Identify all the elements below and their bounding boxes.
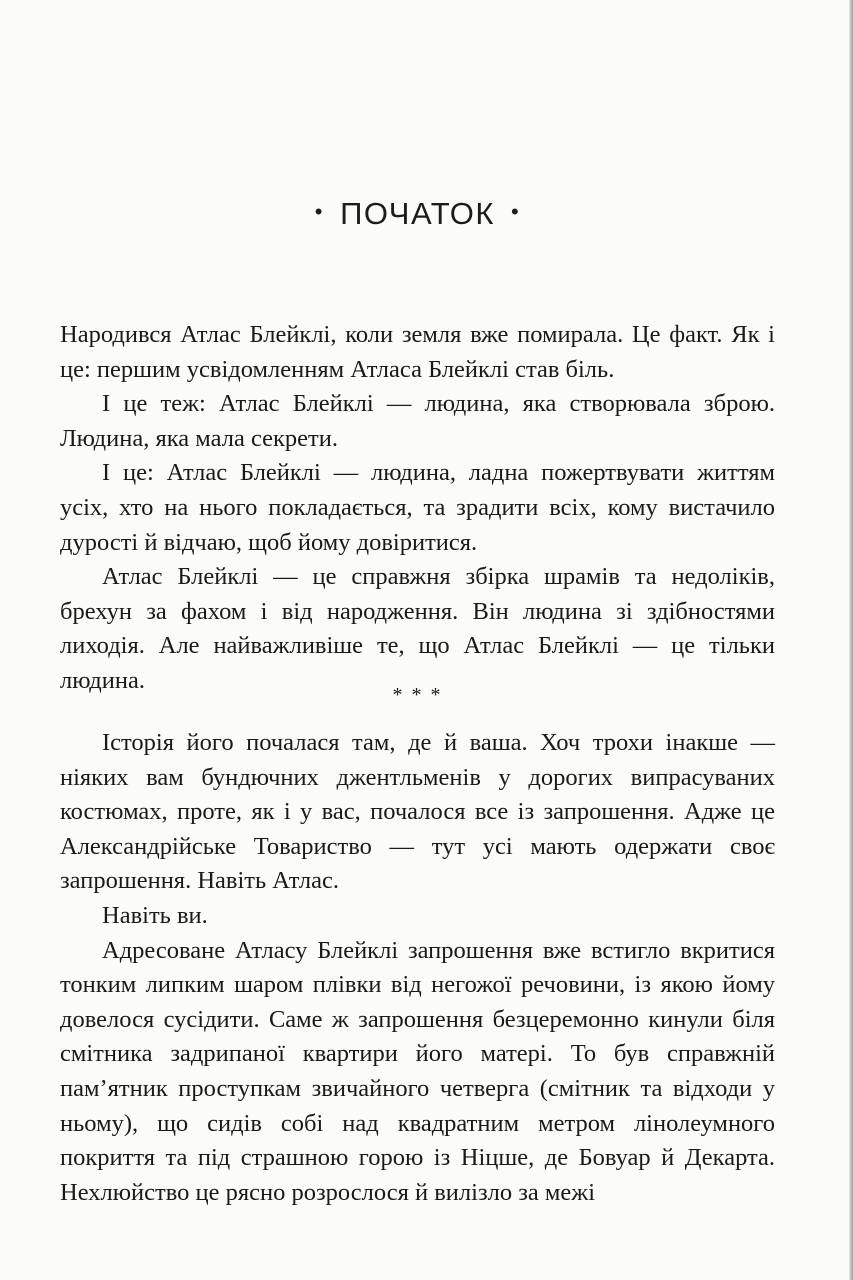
paragraph: Народився Атлас Блейклі, коли земля вже помирала. Це факт. Як і це: першим усвідомленням Атласа Блейклі став біль.: [60, 321, 775, 383]
paragraph: Атлас Блейклі — це справжня збірка шрамів та недоліків, брехун за фахом і від народження. Він людина зі здібностями лиходія. Але найважливіше те, що Атлас Блейклі — це тільки людина.: [60, 563, 775, 694]
title-bullet-right: •: [511, 199, 521, 224]
section-2: [60, 726, 775, 1210]
title-bullet-left: •: [314, 199, 324, 224]
paragraph: І це теж: Атлас Блейклі — людина, яка створювала зброю. Людина, яка мала секрети.: [60, 390, 775, 452]
paragraph: Адресоване Атласу Блейклі запрошення вже встигло вкритися тонким липким шаром плівки від негожої речовини, із якою йому довелося сусідити. Саме ж запрошення безцеремонно кинули біля смітника задрипаної квартири його матері. То був справжній пам’ятник проступкам звичайного четверга (смітник та відходи у ньому), що сидів собі над квадратним метром лінолеумного покриття та під страшною горою із Ніцше, де Бовуар й Декарта. Нехлюйство це рясно розрослося й вилізло за межі: [60, 936, 775, 1206]
paragraph: Навіть ви.: [102, 901, 208, 929]
chapter-title-text: ПОЧАТОК: [340, 196, 495, 231]
page-edge-shadow: [849, 0, 853, 1280]
section-separator: * * *: [392, 684, 443, 706]
paragraph: І це: Атлас Блейклі — людина, ладна пожертвувати життям усіх, хто на нього покладається, та зрадити всіх, кому вистачило дурості й відчаю, щоб йому довіритися.: [60, 459, 775, 556]
chapter-title: [0, 196, 835, 232]
section-1: [60, 318, 775, 699]
paragraph: Історія його почалася там, де й ваша. Хоч трохи інакше — ніяких вам бундючних джентльменів у дорогих випрасуваних костюмах, проте, як і у вас, почалося все із запрошення. Адже це Александрійське Товариство — тут усі мають одержати своє запрошення. Навіть Атлас.: [60, 729, 775, 895]
